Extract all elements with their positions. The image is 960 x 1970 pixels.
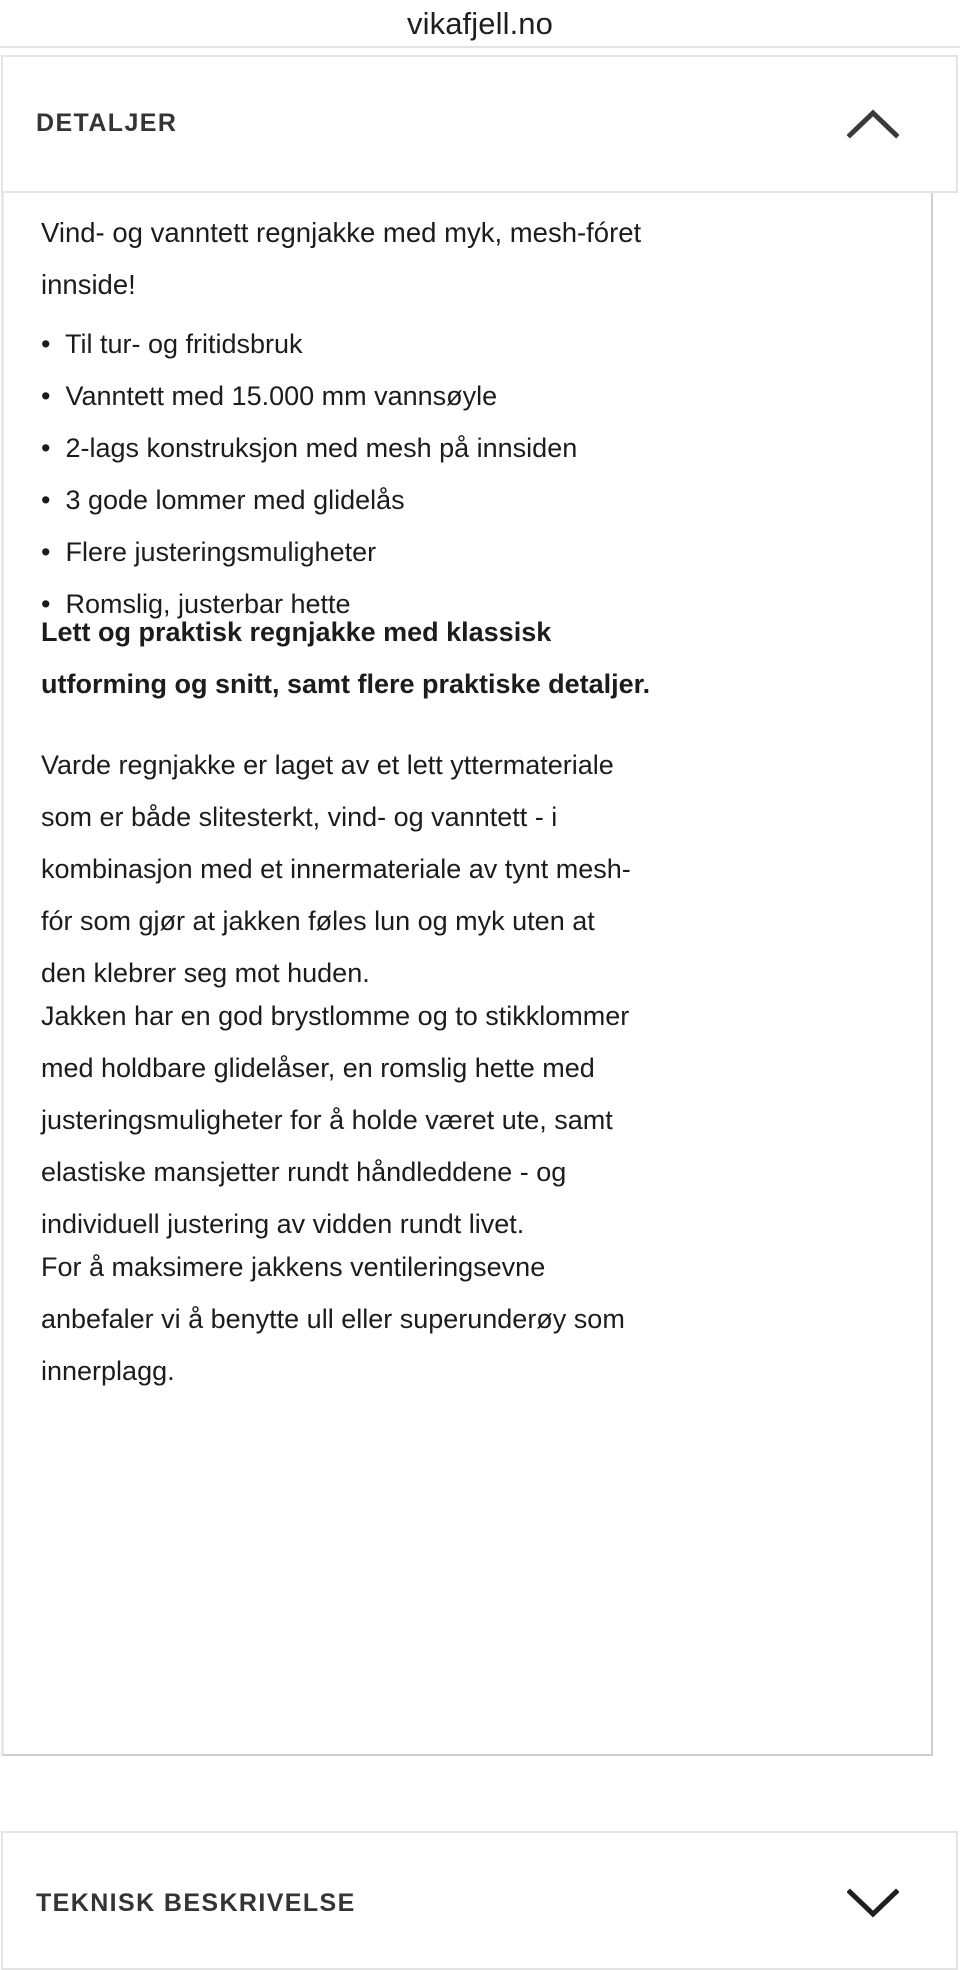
- details-paragraph-2: Jakken har en god brystlomme og to stikklommer med holdbare glidelåser, en romslig hette med justeringsmuligheter for å holde været ute, samt elastiske mansjetter rundt håndleddene - og individuell justering av vidden rundt livet.: [41, 1001, 630, 1239]
- details-paragraph-3: For å maksimere jakkens ventileringsevne anbefaler vi å benytte ull eller superunderøy som innerplagg.: [41, 1252, 625, 1386]
- details-feature-list: • Til tur- og fritidsbruk • Vanntett med 15.000 mm vannsøyle • 2-lags konstruksjon med mesh på innsiden • 3 gode lommer med glidelås • Flere justeringsmuligheter • Romslig, justerbar hette: [41, 329, 578, 619]
- accordion-panel-detaljer: [1, 193, 933, 1756]
- chevron-down-icon[interactable]: [847, 1888, 899, 1918]
- details-highlight-paragraph: Lett og praktisk regnjakke med klassisk utforming og snitt, samt flere praktiske detaljer.: [41, 617, 651, 699]
- accordion-title-detaljer: DETALJER: [36, 109, 178, 137]
- chevron-up-icon[interactable]: [847, 109, 899, 139]
- details-intro: Vind- og vanntett regnjakke med myk, mesh-fóret innside!: [41, 217, 642, 300]
- page-title-bar: [0, 0, 960, 48]
- accordion-title-teknisk-beskrivelse: TEKNISK BESKRIVELSE: [36, 1889, 356, 1917]
- details-paragraph-1: Varde regnjakke er laget av et lett yttermateriale som er både slitesterkt, vind- og vanntett - i kombinasjon med et innermateriale av tynt mesh- fór som gjør at jakken føles lun og myk uten at den klebrer seg mot huden.: [41, 750, 631, 988]
- accordion-header-detaljer[interactable]: [1, 55, 958, 193]
- accordion-header-teknisk-beskrivelse[interactable]: [1, 1831, 958, 1970]
- page-title: vikafjell.no: [407, 5, 553, 41]
